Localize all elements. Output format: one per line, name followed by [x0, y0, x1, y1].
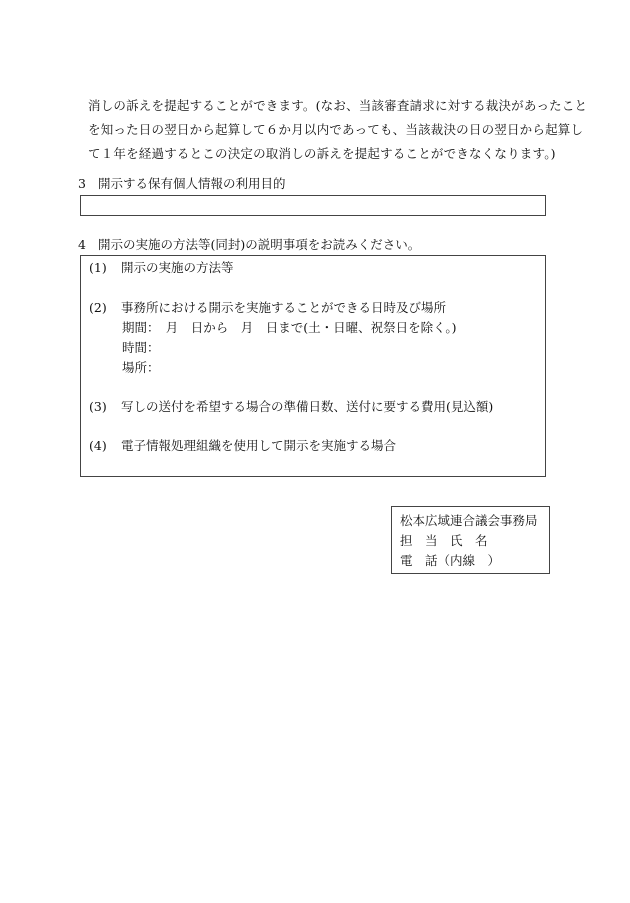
intro-line-3: て１年を経過するとこの決定の取消しの訴えを提起することができなくなります。)	[88, 146, 556, 161]
method-item-1	[89, 260, 234, 276]
method-item-4-number: (4)	[89, 438, 107, 453]
method-item-2-label: 事務所における開示を実施することができる日時及び場所	[121, 300, 447, 315]
method-item-3	[89, 399, 493, 415]
contact-office: 松本広域連合議会事務局	[400, 513, 538, 528]
method-item-4	[89, 438, 396, 454]
method-item-2-number: (2)	[89, 300, 107, 315]
method-item-4-label: 電子情報処理組織を使用して開示を実施する場合	[121, 438, 397, 453]
intro-paragraph	[88, 94, 588, 166]
section-3-number: 3	[78, 176, 86, 191]
intro-line-2: を知った日の翌日から起算して６か月以内であっても、当該裁決の日の翌日から起算し	[88, 122, 584, 137]
method-item-2	[89, 300, 446, 316]
intro-line-1: 消しの訴えを提起することができます。(なお、当該審査請求に対する裁決があったこと	[88, 98, 588, 113]
contact-person: 担 当 氏 名	[400, 533, 488, 548]
section-4-number: 4	[78, 237, 86, 252]
section-4-heading	[78, 237, 420, 253]
section-4-title: 開示の実施の方法等(同封)の説明事項をお読みください。	[98, 237, 421, 252]
section-3-heading	[78, 176, 286, 192]
purpose-box	[80, 195, 546, 216]
schedule-place: 場所：	[122, 360, 160, 375]
contact-phone: 電 話（内線 ）	[400, 553, 501, 568]
section-3-title: 開示する保有個人情報の利用目的	[98, 176, 286, 191]
method-box	[80, 255, 546, 477]
schedule-time: 時間：	[122, 340, 160, 355]
schedule-period: 期間： 月 日から 月 日まで(土・日曜、祝祭日を除く。)	[122, 320, 457, 335]
method-item-1-label: 開示の実施の方法等	[121, 260, 234, 275]
method-item-1-number: (1)	[89, 260, 107, 275]
method-item-3-label: 写しの送付を希望する場合の準備日数、送付に要する費用(見込額)	[121, 399, 494, 414]
contact-box	[391, 506, 550, 574]
method-item-3-number: (3)	[89, 399, 107, 414]
